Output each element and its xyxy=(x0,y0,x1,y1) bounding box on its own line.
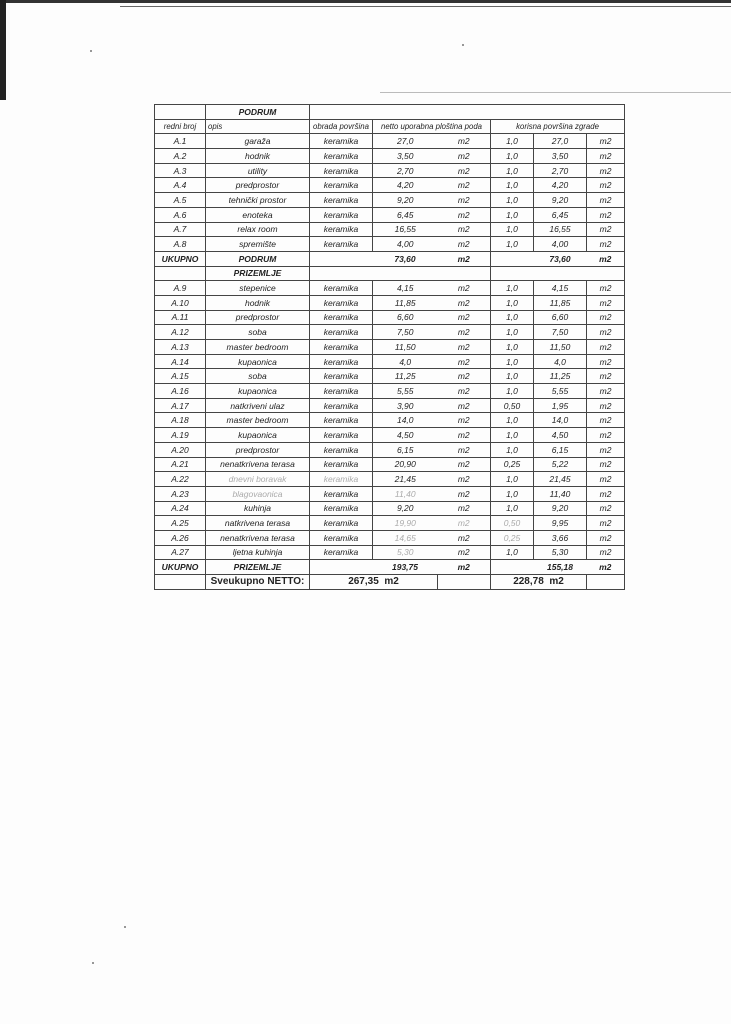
net-area-unit: m2 xyxy=(438,178,491,193)
coefficient: 1,0 xyxy=(491,178,534,193)
net-area-unit: m2 xyxy=(438,134,491,149)
usable-area-value: 6,60 xyxy=(534,310,587,325)
usable-area-unit: m2 xyxy=(587,207,625,222)
coefficient: 1,0 xyxy=(491,501,534,516)
room-description: stepenice xyxy=(206,281,310,296)
subtotal-net-area: 73,60 xyxy=(373,251,438,266)
usable-area-value: 21,45 xyxy=(534,472,587,487)
usable-area-unit: m2 xyxy=(587,486,625,501)
usable-area-unit: m2 xyxy=(587,384,625,399)
usable-area-value: 14,0 xyxy=(534,413,587,428)
room-number: A.21 xyxy=(155,457,206,472)
usable-area-unit: m2 xyxy=(587,222,625,237)
empty-cell xyxy=(155,266,206,281)
net-area-unit: m2 xyxy=(438,501,491,516)
empty-cell xyxy=(587,575,625,590)
usable-area-value: 11,85 xyxy=(534,295,587,310)
room-description: soba xyxy=(206,325,310,340)
net-area-unit: m2 xyxy=(438,237,491,252)
surface-finish: keramika xyxy=(310,369,373,384)
net-area-unit: m2 xyxy=(438,369,491,384)
scan-speck xyxy=(462,44,464,46)
usable-area-unit: m2 xyxy=(587,442,625,457)
room-number: A.24 xyxy=(155,501,206,516)
subtotal-label: UKUPNO xyxy=(155,560,206,575)
room-number: A.13 xyxy=(155,340,206,355)
grand-total-korisna xyxy=(491,575,587,590)
coefficient: 0,50 xyxy=(491,516,534,531)
net-area-unit: m2 xyxy=(438,384,491,399)
section-title-prizemlje: PRIZEMLJE xyxy=(206,266,310,281)
surface-finish: keramika xyxy=(310,163,373,178)
surface-finish: keramika xyxy=(310,178,373,193)
net-area-unit: m2 xyxy=(438,207,491,222)
table-row xyxy=(155,486,625,501)
room-description: tehnički prostor xyxy=(206,193,310,208)
surface-finish: keramika xyxy=(310,237,373,252)
room-description: garaža xyxy=(206,134,310,149)
usable-area-unit: m2 xyxy=(587,413,625,428)
surface-finish: keramika xyxy=(310,516,373,531)
coefficient: 1,0 xyxy=(491,354,534,369)
room-description: utility xyxy=(206,163,310,178)
room-number: A.3 xyxy=(155,163,206,178)
surface-finish: keramika xyxy=(310,398,373,413)
surface-finish: keramika xyxy=(310,222,373,237)
net-area-value: 4,50 xyxy=(373,428,438,443)
table-row xyxy=(155,310,625,325)
net-area-unit: m2 xyxy=(438,163,491,178)
room-number: A.9 xyxy=(155,281,206,296)
coefficient: 1,0 xyxy=(491,486,534,501)
room-description: predprostor xyxy=(206,310,310,325)
table-row xyxy=(155,457,625,472)
table-row xyxy=(155,163,625,178)
table-row xyxy=(155,149,625,164)
subtotal-net-unit: m2 xyxy=(438,251,491,266)
subtotal-row xyxy=(155,560,625,575)
surface-finish: keramika xyxy=(310,281,373,296)
subtotal-net-area: 193,75 xyxy=(373,560,438,575)
usable-area-value: 11,25 xyxy=(534,369,587,384)
table-row xyxy=(155,354,625,369)
room-number: A.25 xyxy=(155,516,206,531)
net-area-value: 11,25 xyxy=(373,369,438,384)
table-row xyxy=(155,501,625,516)
table-row xyxy=(155,516,625,531)
net-area-unit: m2 xyxy=(438,516,491,531)
usable-area-value: 7,50 xyxy=(534,325,587,340)
surface-finish: keramika xyxy=(310,442,373,457)
usable-area-value: 4,15 xyxy=(534,281,587,296)
grand-total-netto-value: 267,35 xyxy=(348,575,379,587)
net-area-value: 5,55 xyxy=(373,384,438,399)
net-area-unit: m2 xyxy=(438,354,491,369)
subtotal-row xyxy=(155,251,625,266)
surface-finish: keramika xyxy=(310,207,373,222)
coefficient: 1,0 xyxy=(491,149,534,164)
table-row xyxy=(155,325,625,340)
net-area-unit: m2 xyxy=(438,340,491,355)
usable-area-unit: m2 xyxy=(587,281,625,296)
coefficient: 1,0 xyxy=(491,340,534,355)
net-area-unit: m2 xyxy=(438,295,491,310)
room-number: A.4 xyxy=(155,178,206,193)
grand-total-korisna-value: 228,78 xyxy=(513,575,544,587)
coefficient: 0,25 xyxy=(491,457,534,472)
surface-finish: keramika xyxy=(310,428,373,443)
subtotal-label: UKUPNO xyxy=(155,251,206,266)
room-description: predprostor xyxy=(206,442,310,457)
subtotal-usable-area: 155,18 xyxy=(534,560,587,575)
net-area-unit: m2 xyxy=(438,442,491,457)
surface-finish: keramika xyxy=(310,501,373,516)
coefficient: 1,0 xyxy=(491,545,534,560)
coefficient: 1,0 xyxy=(491,237,534,252)
surface-finish: keramika xyxy=(310,340,373,355)
net-area-value: 4,15 xyxy=(373,281,438,296)
scan-line xyxy=(380,92,731,93)
usable-area-unit: m2 xyxy=(587,163,625,178)
usable-area-unit: m2 xyxy=(587,354,625,369)
usable-area-value: 2,70 xyxy=(534,163,587,178)
surface-finish: keramika xyxy=(310,530,373,545)
usable-area-value: 3,50 xyxy=(534,149,587,164)
grand-total-netto-unit: m2 xyxy=(384,575,399,587)
usable-area-value: 6,45 xyxy=(534,207,587,222)
surface-finish: keramika xyxy=(310,310,373,325)
surface-finish: keramika xyxy=(310,193,373,208)
net-area-value: 11,50 xyxy=(373,340,438,355)
surface-finish: keramika xyxy=(310,354,373,369)
coefficient: 1,0 xyxy=(491,310,534,325)
room-description: kupaonica xyxy=(206,428,310,443)
coefficient: 1,0 xyxy=(491,295,534,310)
header-obrada: obrada površina xyxy=(310,119,373,134)
area-table-body xyxy=(155,105,625,590)
usable-area-unit: m2 xyxy=(587,237,625,252)
room-description: nenatkrivena terasa xyxy=(206,530,310,545)
usable-area-unit: m2 xyxy=(587,149,625,164)
scan-edge-top xyxy=(0,0,731,3)
usable-area-value: 4,50 xyxy=(534,428,587,443)
grand-total-netto xyxy=(310,575,438,590)
table-row xyxy=(155,530,625,545)
empty-cell xyxy=(491,266,625,281)
room-number: A.5 xyxy=(155,193,206,208)
net-area-unit: m2 xyxy=(438,530,491,545)
room-description: enoteka xyxy=(206,207,310,222)
subtotal-net-unit: m2 xyxy=(438,560,491,575)
coefficient: 1,0 xyxy=(491,193,534,208)
coefficient: 1,0 xyxy=(491,222,534,237)
area-table xyxy=(154,104,625,590)
usable-area-unit: m2 xyxy=(587,428,625,443)
usable-area-unit: m2 xyxy=(587,193,625,208)
net-area-value: 6,45 xyxy=(373,207,438,222)
net-area-value: 19,90 xyxy=(373,516,438,531)
room-description: kuhinja xyxy=(206,501,310,516)
net-area-value: 21,45 xyxy=(373,472,438,487)
coefficient: 1,0 xyxy=(491,281,534,296)
grand-total-label: Sveukupno NETTO: xyxy=(206,575,310,590)
coefficient: 0,25 xyxy=(491,530,534,545)
surface-finish: keramika xyxy=(310,295,373,310)
empty-cell xyxy=(155,105,206,120)
net-area-unit: m2 xyxy=(438,472,491,487)
empty-cell xyxy=(491,251,534,266)
coefficient: 1,0 xyxy=(491,384,534,399)
column-header-row xyxy=(155,119,625,134)
table-row xyxy=(155,384,625,399)
net-area-unit: m2 xyxy=(438,149,491,164)
room-description: natkriveni ulaz xyxy=(206,398,310,413)
net-area-value: 11,40 xyxy=(373,486,438,501)
empty-cell xyxy=(438,575,491,590)
room-description: hodnik xyxy=(206,295,310,310)
net-area-unit: m2 xyxy=(438,545,491,560)
coefficient: 1,0 xyxy=(491,325,534,340)
usable-area-value: 11,50 xyxy=(534,340,587,355)
room-description: blagovaonica xyxy=(206,486,310,501)
usable-area-value: 4,0 xyxy=(534,354,587,369)
usable-area-value: 5,30 xyxy=(534,545,587,560)
net-area-value: 16,55 xyxy=(373,222,438,237)
usable-area-unit: m2 xyxy=(587,340,625,355)
subtotal-name: PODRUM xyxy=(206,251,310,266)
net-area-value: 3,90 xyxy=(373,398,438,413)
net-area-unit: m2 xyxy=(438,413,491,428)
usable-area-unit: m2 xyxy=(587,369,625,384)
net-area-value: 5,30 xyxy=(373,545,438,560)
empty-cell xyxy=(310,251,373,266)
usable-area-unit: m2 xyxy=(587,398,625,413)
net-area-unit: m2 xyxy=(438,310,491,325)
room-number: A.1 xyxy=(155,134,206,149)
section-header-row xyxy=(155,266,625,281)
usable-area-unit: m2 xyxy=(587,530,625,545)
usable-area-unit: m2 xyxy=(587,134,625,149)
subtotal-name: PRIZEMLJE xyxy=(206,560,310,575)
usable-area-value: 9,95 xyxy=(534,516,587,531)
coefficient: 1,0 xyxy=(491,428,534,443)
table-row xyxy=(155,428,625,443)
room-description: soba xyxy=(206,369,310,384)
net-area-value: 9,20 xyxy=(373,193,438,208)
usable-area-unit: m2 xyxy=(587,310,625,325)
room-number: A.20 xyxy=(155,442,206,457)
coefficient: 1,0 xyxy=(491,413,534,428)
table-row xyxy=(155,222,625,237)
table-row xyxy=(155,134,625,149)
usable-area-unit: m2 xyxy=(587,501,625,516)
room-description: spremište xyxy=(206,237,310,252)
usable-area-unit: m2 xyxy=(587,178,625,193)
table-row xyxy=(155,442,625,457)
net-area-value: 3,50 xyxy=(373,149,438,164)
usable-area-value: 9,20 xyxy=(534,501,587,516)
room-number: A.22 xyxy=(155,472,206,487)
section-title-podrum: PODRUM xyxy=(206,105,310,120)
coefficient: 1,0 xyxy=(491,207,534,222)
surface-finish: keramika xyxy=(310,325,373,340)
room-description: nenatkrivena terasa xyxy=(206,457,310,472)
usable-area-unit: m2 xyxy=(587,545,625,560)
empty-cell xyxy=(155,575,206,590)
room-number: A.17 xyxy=(155,398,206,413)
room-description: predprostor xyxy=(206,178,310,193)
coefficient: 1,0 xyxy=(491,134,534,149)
usable-area-unit: m2 xyxy=(587,472,625,487)
surface-finish: keramika xyxy=(310,457,373,472)
surface-finish: keramika xyxy=(310,545,373,560)
usable-area-value: 11,40 xyxy=(534,486,587,501)
usable-area-value: 4,20 xyxy=(534,178,587,193)
usable-area-value: 16,55 xyxy=(534,222,587,237)
net-area-value: 11,85 xyxy=(373,295,438,310)
room-number: A.23 xyxy=(155,486,206,501)
net-area-unit: m2 xyxy=(438,428,491,443)
coefficient: 1,0 xyxy=(491,442,534,457)
table-row xyxy=(155,369,625,384)
usable-area-unit: m2 xyxy=(587,295,625,310)
subtotal-usable-area: 73,60 xyxy=(534,251,587,266)
usable-area-value: 6,15 xyxy=(534,442,587,457)
table-row xyxy=(155,178,625,193)
table-row xyxy=(155,545,625,560)
grand-total-row xyxy=(155,575,625,590)
room-number: A.6 xyxy=(155,207,206,222)
net-area-unit: m2 xyxy=(438,486,491,501)
coefficient: 1,0 xyxy=(491,369,534,384)
net-area-unit: m2 xyxy=(438,281,491,296)
surface-finish: keramika xyxy=(310,384,373,399)
empty-cell xyxy=(491,560,534,575)
empty-cell xyxy=(310,266,491,281)
usable-area-value: 4,00 xyxy=(534,237,587,252)
usable-area-value: 9,20 xyxy=(534,193,587,208)
surface-finish: keramika xyxy=(310,486,373,501)
room-number: A.7 xyxy=(155,222,206,237)
coefficient: 0,50 xyxy=(491,398,534,413)
net-area-value: 4,00 xyxy=(373,237,438,252)
table-row xyxy=(155,207,625,222)
net-area-value: 6,15 xyxy=(373,442,438,457)
surface-finish: keramika xyxy=(310,149,373,164)
scan-speck xyxy=(92,962,94,964)
section-header-row xyxy=(155,105,625,120)
net-area-value: 20,90 xyxy=(373,457,438,472)
table-row xyxy=(155,398,625,413)
room-description: ljetna kuhinja xyxy=(206,545,310,560)
grand-total-korisna-unit: m2 xyxy=(549,575,564,587)
surface-finish: keramika xyxy=(310,413,373,428)
room-number: A.14 xyxy=(155,354,206,369)
usable-area-value: 1,95 xyxy=(534,398,587,413)
usable-area-unit: m2 xyxy=(587,457,625,472)
net-area-value: 14,65 xyxy=(373,530,438,545)
scan-edge-left xyxy=(0,0,6,100)
net-area-value: 4,0 xyxy=(373,354,438,369)
table-row xyxy=(155,193,625,208)
net-area-value: 27,0 xyxy=(373,134,438,149)
net-area-unit: m2 xyxy=(438,325,491,340)
net-area-unit: m2 xyxy=(438,457,491,472)
room-number: A.2 xyxy=(155,149,206,164)
net-area-value: 4,20 xyxy=(373,178,438,193)
usable-area-value: 5,55 xyxy=(534,384,587,399)
room-description: dnevni boravak xyxy=(206,472,310,487)
table-row xyxy=(155,281,625,296)
table-row xyxy=(155,340,625,355)
net-area-unit: m2 xyxy=(438,222,491,237)
coefficient: 1,0 xyxy=(491,472,534,487)
net-area-unit: m2 xyxy=(438,398,491,413)
room-description: natkrivena terasa xyxy=(206,516,310,531)
room-number: A.8 xyxy=(155,237,206,252)
header-korisna: korisna površina zgrade xyxy=(491,119,625,134)
table-row xyxy=(155,237,625,252)
room-description: hodnik xyxy=(206,149,310,164)
room-number: A.18 xyxy=(155,413,206,428)
net-area-value: 14,0 xyxy=(373,413,438,428)
usable-area-value: 27,0 xyxy=(534,134,587,149)
net-area-value: 7,50 xyxy=(373,325,438,340)
scan-edge-line xyxy=(120,6,731,7)
room-description: master bedroom xyxy=(206,413,310,428)
net-area-value: 9,20 xyxy=(373,501,438,516)
header-opis: opis xyxy=(206,119,310,134)
room-description: kupaonica xyxy=(206,384,310,399)
room-number: A.16 xyxy=(155,384,206,399)
header-netto: netto uporabna ploština poda xyxy=(373,119,491,134)
table-row xyxy=(155,295,625,310)
room-number: A.26 xyxy=(155,530,206,545)
usable-area-value: 3,66 xyxy=(534,530,587,545)
net-area-unit: m2 xyxy=(438,193,491,208)
header-redni-broj: redni broj xyxy=(155,119,206,134)
room-number: A.19 xyxy=(155,428,206,443)
table-row xyxy=(155,472,625,487)
usable-area-unit: m2 xyxy=(587,325,625,340)
room-description: relax room xyxy=(206,222,310,237)
coefficient: 1,0 xyxy=(491,163,534,178)
surface-finish: keramika xyxy=(310,134,373,149)
empty-cell xyxy=(310,560,373,575)
subtotal-usable-unit: m2 xyxy=(587,560,625,575)
usable-area-unit: m2 xyxy=(587,516,625,531)
net-area-value: 6,60 xyxy=(373,310,438,325)
usable-area-value: 5,22 xyxy=(534,457,587,472)
table-row xyxy=(155,413,625,428)
room-description: kupaonica xyxy=(206,354,310,369)
net-area-value: 2,70 xyxy=(373,163,438,178)
room-number: A.27 xyxy=(155,545,206,560)
room-number: A.10 xyxy=(155,295,206,310)
room-number: A.15 xyxy=(155,369,206,384)
room-number: A.12 xyxy=(155,325,206,340)
room-number: A.11 xyxy=(155,310,206,325)
room-description: master bedroom xyxy=(206,340,310,355)
scan-speck xyxy=(90,50,92,52)
subtotal-usable-unit: m2 xyxy=(587,251,625,266)
surface-finish: keramika xyxy=(310,472,373,487)
empty-cell xyxy=(310,105,625,120)
scan-speck xyxy=(124,926,126,928)
